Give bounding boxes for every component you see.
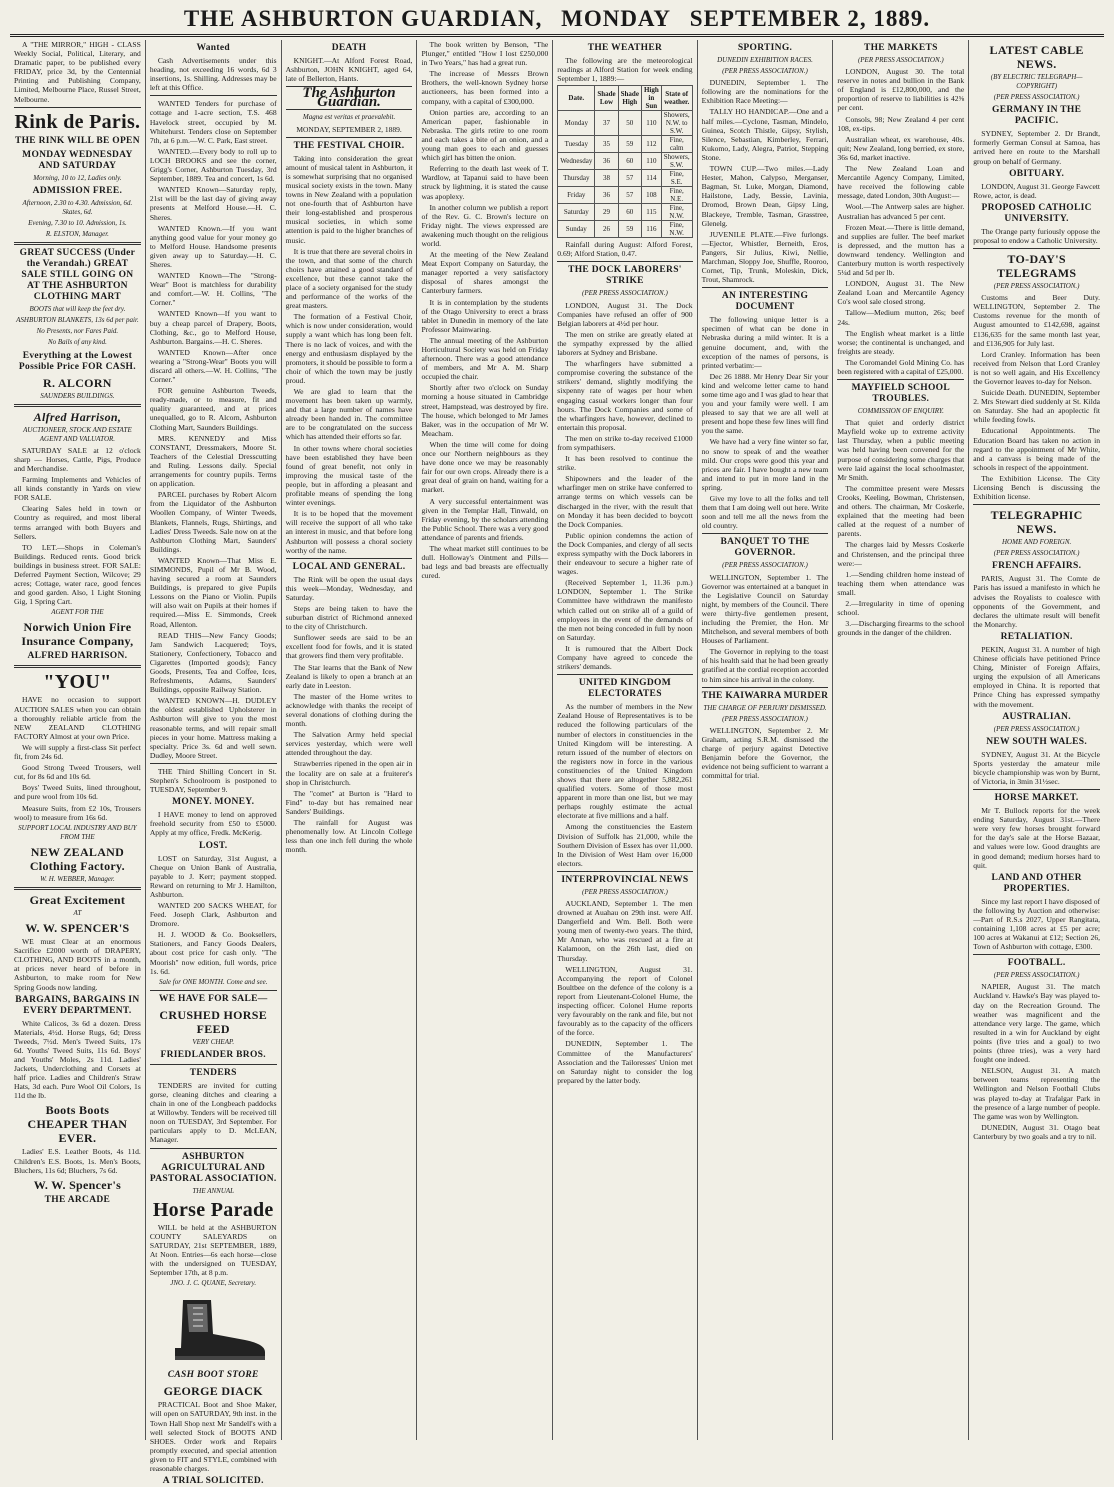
cell: 108: [641, 187, 661, 204]
wanted-heading: Wanted: [196, 43, 230, 53]
weather-intro: The following are the meteorological readings at Alford Station for week ending September 1, 1889:—: [557, 56, 693, 84]
uk-paragraph: Among the constituencies the Eastern Division of Suffolk has 21,000, while the Southern Division of Essex has over 11,000. In the Division of West Ham over 16,000 electors.: [557, 822, 693, 868]
germany-heading: GERMANY IN THE PACIFIC.: [992, 105, 1082, 127]
document-paragraph: Dec 26 1888. Mr Henry Dear Sir your kind and welcome letter came to hand some time ago and I was glad to hear that you and your family were well. I am pleased to say that we are all well at present and hope these few lines will find you the same.: [701, 371, 829, 436]
rink-morning: Morning, 10 to 12, Ladies only.: [33, 173, 122, 182]
harrison-clearing: Clearing Sales held in town or Country as required, and most liberal terms arranged with both Buyers and Sellers.: [14, 504, 141, 541]
masthead-date: SEPTEMBER 2, 1889.: [689, 6, 931, 31]
trial-solicited: A TRIAL SOLICITED.: [162, 1476, 264, 1487]
horse-parade: Horse Parade: [152, 1198, 274, 1221]
sporting-sub: DUNEDIN EXHIBITION RACES.: [717, 56, 813, 64]
cell: 116: [641, 221, 661, 238]
mayfield-paragraph: 3.—Discharging firearms to the school grounds in the danger of the children.: [837, 619, 965, 638]
markets-paragraph: LONDON, August 31. The New Zealand Loan and Mercantile Agency Co's wool sale closed strong.: [837, 279, 965, 307]
local-item: The Rink will be open the usual days this week—Monday, Wednesday, and Saturday.: [285, 574, 413, 602]
australian-agency: (PER PRESS ASSOCIATION.): [993, 724, 1080, 733]
cell: 59: [618, 221, 641, 238]
football-heading: FOOTBALL.: [1007, 958, 1066, 969]
you-trousers: Good Strong Tweed Trousers, well cut, for 8s 6d and 10s 6d.: [14, 763, 141, 782]
weather-table: [557, 85, 692, 238]
telegraphic-sub: HOME AND FOREIGN.: [1002, 538, 1072, 547]
apa-heading: ASHBURTON AGRICULTURAL AND PASTORAL ASSOCIATION.: [149, 1151, 277, 1184]
strike-paragraph: It has been resolved to continue the strike.: [557, 454, 693, 473]
annual-label: THE ANNUAL: [192, 1186, 235, 1195]
column-2: [146, 40, 282, 1487]
telegraphic-heading: TELEGRAPHIC NEWS.: [990, 508, 1083, 537]
column-3: [282, 40, 418, 1440]
strike-paragraph: It is rumoured that the Albert Dock Company have agreed to concede the strikers' demands.: [557, 643, 693, 672]
no-bails: No Bails of any kind.: [47, 338, 107, 347]
columns: [10, 40, 1104, 1487]
death-heading: DEATH: [331, 43, 367, 53]
alcorn-name: R. ALCORN: [43, 375, 112, 390]
table-row: [558, 204, 692, 221]
cell: 50: [618, 111, 641, 136]
cell: 26: [595, 221, 618, 238]
quane: JNO. J. C. QUANE, Secretary.: [170, 1279, 257, 1288]
harrison-let: TO LET.—Shops in Coleman's Buildings. Reduced rents. Good brick buildings in business street. FOR SALE: Deferred Payment Section, Wilcove; 29 acres; Cottage, water race, good fences and good garden. Also, 1 Light Stoning Gig, 1 Spring Cart.: [14, 542, 141, 607]
markets-paragraph: Wool.—The Antwerp sales are higher. Australian has advanced 5 per cent.: [837, 202, 965, 221]
strike-paragraph: LONDON, August 31. The Dock Companies have refused an offer of 900 Belgian laborers at 4½d per hour.: [557, 300, 693, 328]
classified-ad: PARCEL purchases by Robert Alcorn from the Liquidator of the Ashburton Woollen Company, of Winter Tweeds, Blankets, Flannels, Rugs, Shirtings, and Ladies' Dress Tweeds. Sale now on at the Ashburton Clothing Mart, Saunders' Buildings.: [149, 490, 277, 554]
todays-paragraph: Educational Appointments. The Education Board has taken no action in regard to the appointment of Mr White, and a canvass is being made of the schools in respect of the appointment.: [973, 426, 1101, 472]
document-heading: AN INTERESTING DOCUMENT: [721, 291, 809, 313]
cell: 114: [641, 170, 661, 187]
news-paragraph: The increase of Messrs Brown Brothers, the well-known Sydney horse auctioneers, has been formed into a company, with a capital of £300,000.: [421, 69, 549, 106]
at-label: AT: [73, 908, 82, 917]
cell: 37: [595, 111, 618, 136]
leader-title: THE FESTIVAL CHOIR.: [293, 140, 405, 151]
great-success: GREAT SUCCESS (Under the Verandah.) GREAT SALE STILL GOING ON AT THE ASHBURTON CLOTHING MART: [19, 248, 136, 303]
horse-feed-heading: WE HAVE FOR SALE—: [158, 993, 268, 1004]
obituary-heading: OBITUARY.: [1009, 168, 1065, 179]
issue-date: MONDAY, SEPTEMBER 2, 1889.: [296, 124, 402, 134]
death-notice: KNIGHT.—At Alford Forest Road, Ashburton, JOHN KNIGHT, aged 64, late of Bellerton, Hants.: [285, 56, 413, 84]
markets-paragraph: The English wheat market is a little worse; the continental is unchanged, and freights are steady.: [837, 328, 965, 356]
rink-manager: R. ELSTON, Manager.: [45, 230, 109, 239]
leader-paragraph: In other towns where choral societies have been established they have been found of great benefit, not only in improving the musical taste of the people, but in affording a pleasant and profitable means of spending the long winter evenings.: [285, 443, 413, 508]
you-measure: Measure Suits, from £2 10s, Trousers wool) to measure from 16s 6d.: [14, 803, 141, 822]
banquet-paragraph: The Governor in replying to the toast of his health said that he had been greatly gratified at the cordial reception accorded to him since his arrival in the colony.: [701, 647, 829, 684]
sporting-paragraph: TOWN CUP.—Two miles.—Lady Hester, Mahon, Calypso, Merganser, Bagman, St. Luke, Morgan, Diamond, Hailstone, Lady, Bessie, Lavinia, Dromod, Brown Dean, Gipsy Ling, Blackeye, Tremble, Tasman, Grasstree, Glenelg.: [701, 164, 829, 228]
cell: 115: [641, 204, 661, 221]
weather-col-header: Shade Low: [595, 86, 618, 111]
leader-paragraph: It is true that there are several choirs in the town, and that some of the church choirs have attained a good standard of excellence, but these cannot take the place of a society organised for the study and performance of the works of the great masters.: [285, 246, 413, 311]
classified-ad: WANTED Tenders for purchase of cottage and 1-acre section, T.S. 468 Havelock street, occupied by M. Whitehurst. Tenders close on September 7th, at 6 p.m.—W. C. Park, East street.: [149, 99, 277, 145]
cell: Tuesday: [558, 136, 595, 153]
local-item: The "comet" at Burton is "Hard to Find" to-day but has remained near Sanders' Buildings.: [285, 788, 413, 816]
boots-list: Ladies' E.S. Leather Boots, 4s 11d. Children's E.S. Boots, 1s. Men's Boots, Bluchers, 11s 6d; Bluchers, 7s 6d.: [14, 1147, 141, 1175]
document-paragraph: The following unique letter is a specimen of what can be done in Nebraska during a mild winter. It is a genuine document, and, with the exception of the names of persons, is printed verbatim:—: [701, 315, 829, 370]
wanted-rate: Cash Advertisements under this heading, not exceeding 16 words, 6d 3 insertions, 1s. Shilling. Addresses may be left at this Office.: [149, 56, 277, 93]
masthead-day: MONDAY: [561, 6, 672, 31]
cell: 57: [618, 170, 641, 187]
lost-heading: LOST.: [198, 840, 228, 851]
harrison-farming: Farming Implements and Vehicles of all kinds constantly in Yards on view FOR SALE.: [14, 475, 141, 503]
spencer-text: WE must Clear at an enormous Sacrifice £2000 worth of DRAPERY, CLOTHING, AND BOOTS in a month, at prices never heard of before in Ashburton, to make room for New Spring Goods now landing.: [14, 937, 141, 992]
editorial-masthead: The Ashburton Guardian.: [286, 86, 413, 110]
parade-text: WILL be held at the ASHBURTON COUNTY SALEYARDS on SATURDAY, 21st SEPTEMBER, 1889, At Noon. Entries—6s each horse—close with the undersigned on TUESDAY, September 17th, at 8 p.m.: [149, 1222, 277, 1278]
rink-evening: Evening, 7.30 to 10. Admission, 1s.: [28, 218, 127, 227]
rink-days: MONDAY WEDNESDAY AND SATURDAY: [22, 149, 133, 171]
document-paragraph: Give my love to all the folks and tell them that I am doing well out here. Write soon and tell me all the news from the old country.: [701, 494, 829, 531]
tenders-text: TENDERS are invited for cutting gorse, cleaning ditches and clearing a chain in one of the Longbeach paddocks at Willowby. Tenders will be received till noon on TUESDAY, 3rd September. For particulars apply to D. McLEAN, Manager.: [149, 1080, 277, 1145]
column-5: [553, 40, 697, 1440]
harrison-agent: AGENT FOR THE: [51, 608, 104, 617]
classified-ad: WANTED Known—That Miss E. SIMMONDS, Pupil of Mr B. Wood, having secured a room at Saunders Buildings, is prepared to give Pupils Lessons on the Piano or Violin. Pupils will also wait on Pupils at their homes if required.—Miss E. Simmonds, Creek Road, Allenton.: [149, 555, 277, 629]
sporting-agency: (PER PRESS ASSOCIATION.): [722, 67, 808, 76]
news-paragraph: The annual meeting of the Ashburton Horticultural Society was held on Friday afternoon. There was a good attendance of members, and Mr A. M. Sharp occupied the chair.: [421, 335, 549, 382]
no-presents: No Presents, nor Fares Paid.: [36, 327, 119, 336]
strike-heading: THE DOCK LABORERS' STRIKE: [568, 265, 682, 287]
alcorn-addr: SAUNDERS BUILDINGS.: [40, 391, 115, 400]
cell: 112: [641, 136, 661, 153]
news-paragraph: The book written by Benson, "The Plunger," entitled "How I lost £250,000 in Two Years," has had a great run.: [421, 40, 549, 68]
arcade: THE ARCADE: [44, 1194, 111, 1205]
weather-col-header: Shade High: [618, 86, 641, 111]
news-paragraph: Referring to the death last week of T. Wardlow, at Tapanui said to have been struck by lightning, it is stated the cause was apoplexy.: [421, 164, 549, 201]
football-paragraph: NELSON, August 31. A match between teams representing the Wellington and Nelson Football Clubs was played to-day at Trafalgar Park in the presence of a large number of people. The game was won by Wellington.: [973, 1066, 1101, 1121]
table-row: [558, 136, 692, 153]
germany-text: SYDNEY, September 2. Dr Brandt, formerly German Consul at Samoa, has arrived here en route to the Marshall group on behalf of Germany.: [973, 129, 1101, 166]
retaliation-heading: RETALIATION.: [1000, 631, 1073, 642]
cable-sub: (BY ELECTRIC TELEGRAPH—COPYRIGHT): [990, 73, 1083, 91]
intercol-paragraph: DUNEDIN, September 1. The Committee of the Manufacturers' Association and the Tailoresses' Union met on Saturday night to consider the log prepared by the latter body.: [557, 1039, 693, 1085]
rink-title: Rink de Paris.: [14, 110, 141, 133]
diack: GEORGE DIACK: [163, 1384, 263, 1399]
cell: 110: [641, 111, 661, 136]
intercol-heading: INTERPROVINCIAL NEWS: [561, 874, 689, 885]
uk-heading: UNITED KINGDOM ELECTORATES: [578, 678, 671, 700]
intercol-paragraph: WELLINGTON, August 31. Accompanying the report of Colonel Boultbee on the defence of the colony is a report from Lieutenant-Colonel Hume, the inspecting officer. Colonel Hume reports very favourably on the rank and file, but not favourably as to the capacity of the officers of the force.: [557, 964, 693, 1038]
football-paragraph: NAPIER, August 31. The match Auckland v. Hawke's Bay was played to-day on the Recreation Ground. The weather was magnificent and the attendance very large. The game, which resulted in a win for Auckland by eight points (five tries and a goal) to two points (three tries), was a very hard fought one indeed.: [973, 982, 1101, 1065]
mayfield-heading: MAYFIELD SCHOOL TROUBLES.: [851, 383, 951, 405]
money-text: I HAVE money to lend on approved freehold security from £50 to £5000. Apply at my office, Fredk. McKerig.: [149, 810, 277, 838]
cable-agency: (PER PRESS ASSOCIATION.): [993, 93, 1080, 102]
classified-ad: MRS. KENNEDY and Miss CONSTANT, Dressmakers, Moore St. Teachers of the Celestial Dresscutting and Ruling. Lessons daily. Special arrangements for country pupils. Terms on application.: [149, 433, 277, 489]
leader-paragraph: We are glad to learn that the movement has been taken up warmly, and that a large number of names have already been handed in. The committee are to be congratulated on the success which has attended their efforts so far.: [285, 387, 413, 442]
harrison-signature: ALFRED HARRISON.: [27, 651, 128, 662]
cell: 35: [595, 136, 618, 153]
cell: Fine, N.E.: [661, 187, 692, 204]
mayfield-paragraph: The charges laid by Messrs Coskerle and Christensen, and the principal three were:—: [837, 540, 965, 568]
mayfield-paragraph: 1.—Sending children home instead of teaching them when attendance was small.: [837, 569, 965, 597]
obituary-text: LONDON, August 31. George Fawcett Rowe, actor, is dead.: [973, 181, 1101, 200]
nsw-text: SYDNEY, August 31. At the Bicycle Sports yesterday the amateur mile bicycle championship was won by Burnt, of Victoria, in 3min 31½sec.: [973, 749, 1101, 786]
mayfield-paragraph: That quiet and orderly district Mayfield woke up to extreme activity last Thursday, when a public meeting was held having been convened for the purpose of considering some charges that were laid against the local schoolmaster, Mr Smith.: [837, 418, 965, 482]
leader-paragraph: It is to be hoped that the movement will receive the support of all who take an interest in music, and that before long Ashburton will possess a choral society worthy of the name.: [285, 509, 413, 555]
cell: Thursday: [558, 170, 595, 187]
todays-paragraph: Customs and Beer Duty. WELLINGTON, September 2. The Customs revenue for the month of August amounted to £142,698, against £136,635 for the same month last year, and £136,905 for July last.: [973, 293, 1101, 348]
classified-ad: WANTED Known—If you want to buy a cheap parcel of Drapery, Boots, Clothing, &c., go to Melford House, Ashburton. Bargains.—H. C. Sheres.: [149, 309, 277, 346]
column-8: [969, 40, 1104, 1440]
column-6: [698, 40, 834, 1440]
catholic-heading: PROPOSED CATHOLIC UNIVERSITY.: [981, 202, 1092, 224]
local-item: The Star learns that the Bank of New Zealand is likely to open a branch at an early date in Leeston.: [285, 662, 413, 690]
news-paragraph: A very successful entertainment was given in the Templar Hall, Tinwald, on Friday evening, by the scholars attending the Public School. There was a very good attendance of parents and friends.: [421, 496, 549, 542]
local-item: Strawberries ripened in the open air in the locality are on sale at a fruiterer's shop in Christchurch.: [285, 759, 413, 787]
land-text: Since my last report I have disposed of the following by Auction and otherwise:—Part of R.S.s 2027, Upper Rangitata, containing 1,108 acres at £5 per acre; 100 acres at Wakanui at £12; Section 26, Town of Ashburton with cottage, £300.: [973, 896, 1101, 952]
strike-agency: (PER PRESS ASSOCIATION.): [582, 289, 668, 298]
markets-agency: (PER PRESS ASSOCIATION.): [857, 56, 944, 64]
local-item: Sunflower seeds are said to be an excellent food for fowls, and it is stated that growers find them very profitable.: [285, 633, 413, 661]
table-row: [558, 170, 692, 187]
catholic-text: The Orange party furiously oppose the proposal to endow a Catholic University.: [973, 226, 1101, 245]
harrison-insurance: Norwich Union Fire Insurance Company,: [21, 620, 134, 649]
spencer-footer: W. W. Spencer's: [33, 1177, 122, 1192]
rainfall: Rainfall during August: Alford Forest, 0.69; Alford Station, 0.47.: [557, 240, 693, 259]
you-suits: We will supply a first-class Sit perfect fit, from 24s 6d.: [14, 742, 141, 762]
sporting-paragraph: JUVENILE PLATE.—Five furlongs.—Ejector, Whistler, Berneith, Eros, Pangers, Sir Julius, Kiwi, Nellie, Marchman, Sloppy Joe, Shuffle, Rooroo, Cornet, Tip, Trunk, Moleskin, Dick, Trout, Shamrock.: [701, 229, 829, 285]
spencer-name: W. W. SPENCER'S: [25, 921, 130, 936]
harrison-title: AUCTIONEER, STOCK AND ESTATE AGENT AND VALUATOR.: [23, 425, 132, 443]
football-agency: (PER PRESS ASSOCIATION.): [993, 971, 1080, 980]
table-row: [558, 221, 692, 238]
table-row: [558, 153, 692, 170]
rink-afternoon: Afternoon, 2.30 to 4.30. Admission, 6d. Skates, 6d.: [22, 198, 133, 216]
you-title: "YOU": [43, 671, 112, 694]
kaiwarra-sub: THE CHARGE OF PERJURY DISMISSED.: [703, 703, 827, 712]
motto: Magna est veritas et praevalebit.: [302, 113, 396, 122]
cell: Showers, S.W.: [661, 153, 692, 170]
todays-paragraph: The Exhibition License. The City Licensing Bench is discussing the Exhibition license.: [973, 473, 1101, 502]
leader-paragraph: Taking into consideration the great amount of musical talent in Ashburton, it is somewhat surprising that no organised musical society exists in the town. Many towns in New Zealand with a population not one-fourth that of Ashburton have their long-established and prosperous musical societies, in which some attention is paid to the higher branches of music.: [285, 153, 413, 245]
masthead-title: THE ASHBURTON GUARDIAN,: [183, 6, 543, 31]
support-local: SUPPORT LOCAL INDUSTRY AND BUY FROM THE: [18, 823, 137, 841]
kaiwarra-paragraph: WELLINGTON, September 2. Mr Graham, acting S.R.M. dismissed the charge of perjury against Detective Benjamin before the Governor, the evidence not being sufficient to warrant a committal for trial.: [701, 725, 829, 781]
diack-text: PRACTICAL Boot and Shoe Maker, will open on SATURDAY, 9th inst. in the Town Hall Shop next Mr Sandell's with a well selected Stock of BOOTS AND SHOES. Order work and Repairs promptly executed, and special attention given to FIT and STYLE, combined with reasonable charges.: [149, 1400, 277, 1473]
markets-heading: THE MARKETS: [863, 43, 938, 53]
nsw-heading: NEW SOUTH WALES.: [986, 736, 1088, 747]
great-excitement: Great Excitement: [29, 892, 126, 907]
todays-paragraph: Suicide Death. DUNEDIN, September 2. Mrs Stewart died suddenly at St. Kilda on Saturday. She had an apoplectic fit while feeding fowls.: [973, 388, 1101, 425]
todays-agency: (PER PRESS ASSOCIATION.): [993, 282, 1080, 291]
table-row: [558, 187, 692, 204]
cell: Fine, calm: [661, 136, 692, 153]
markets-paragraph: Consols, 98; New Zealand 4 per cent 108, ex-tips.: [837, 114, 965, 133]
intercol-paragraph: AUCKLAND, September 1. The men drowned at Auahau on 29th inst. were Alf. Dangerfield and Wm. Bell. Both were young men of twenty-two years. The third, Mr Annan, who was rescued at a fire at Kalamoon, on the 26th last, died on Thursday.: [557, 899, 693, 963]
cell: Showers, N.W. to S.W.: [661, 111, 692, 136]
cell: Wednesday: [558, 153, 595, 170]
sporting-heading: SPORTING.: [737, 43, 793, 53]
horse-market-text: Mr T. Bullock reports for the week ending Saturday, August 31st.—There were very few horses brought forward for the day's sale at the Horse Bazaar, and values were low. Good draughts are in good demand; medium horses hard to quit.: [973, 806, 1101, 870]
uk-paragraph: As the number of members in the New Zealand House of Representatives is to be reduced the following particulars of the number of electors in constituencies in the United Kingdom will be interesting. A return issued of the number of electors on the registers now in force in the various constituencies of the United Kingdom shows that there are altogether 5,882,261 qualified voters. Some of those most apparent in more than one list, but we may perhaps roughly estimate the actual electorate at five millions and a half.: [557, 702, 693, 821]
column-1: [10, 40, 146, 1440]
strike-paragraph: The wharfingers have submitted a compromise covering the substance of the strikers' demand, slightly modifying the sixpenny rate of wages per hour when engaging casual workers longer than four hours. The Dock Companies and some of the wharfingers have, however, declined to entertain this proposal.: [557, 359, 693, 432]
news-paragraph: Onion parties are, according to an American paper, fashionable in Nebraska. The girls retire to one room and each takes a bite of an onion, and a young man goes to each and guesses which girl has bitten the onion.: [421, 107, 549, 163]
strike-paragraph: The men on strike are greatly elated at the sympathy expressed by the allied laborers at Sydney and Brisbane.: [557, 329, 693, 358]
classified-ad: WANTED Known—After once wearing a "Strong-Wear" Boots you will discard all others.—W. H. Collins, "The Corner.": [149, 347, 277, 385]
sporting-paragraph: TALLY HO HANDICAP.—One and a half miles.—Cyclone, Tasman, Mindelo, Guinea, Scotch Thistle, Gipsy, Stylish, Silence, Sebastian, Kimberley, Ferrari, Kukomo, Lady, Alegra, Patriot, Stepping Stone.: [701, 107, 829, 162]
column-4: [417, 40, 553, 1440]
classified-ad: FOR genuine Ashburton Tweeds, ready-made, or to measure, fit and quality guaranteed, and at prices unequalled, go to R. Alcorn, Ashburton Clothing Mart, Saunders Buildings.: [149, 386, 277, 432]
local-item: The rainfall for August was phenomenally low. At Lincoln College less than one inch fell during the whole month.: [285, 818, 413, 855]
markets-paragraph: The Coromandel Gold Mining Co. has been registered with a capital of £25,000.: [837, 357, 965, 376]
horse-feed-sub: VERY CHEAP.: [192, 1037, 235, 1046]
lost-text: LOST on Saturday, 31st August, a Cheque on Union Bank of Australia, payable to J. Kerr; payment stopped. Reward on returning to Mr J. Hamilton, Ashburton.: [149, 853, 277, 899]
banquet-paragraph: WELLINGTON, September 1. The Governor was entertained at a banquet in the Legislative Council on Saturday night, by members of the Council. There were thirty-five gentlemen present, including the Premier, the Hon. Mr Mitchelson, and several members of both Houses of Parliament.: [701, 572, 829, 646]
australian-heading: AUSTRALIAN.: [1002, 711, 1071, 722]
you-text: HAVE no occasion to support AUCTION SALES when you can obtain a thoroughly reliable article from the NEW ZEALAND CLOTHING FACTORY Almost at your own Price.: [14, 695, 141, 741]
news-paragraph: When the time will come for doing once our Northern neighbours as they have done once we may be reasonably fair for our own crops. Already there is a great deal of grain on hand, waiting for a market.: [421, 439, 549, 495]
markets-paragraph: Frozen Meat.—There is little demand, and supplies are fuller. The beef market is depressed, and the mutton has a downward tendency. Wellington and Canterbury mutton is worth respectively 5¼d and 5d per lb.: [837, 222, 965, 278]
cell: Fine, N.W.: [661, 221, 692, 238]
telegraphic-agency: (PER PRESS ASSOCIATION.): [993, 549, 1080, 558]
banquet-heading: BANQUET TO THE GOVERNOR.: [720, 537, 810, 559]
kaiwarra-heading: THE KAIWARRA MURDER: [701, 690, 829, 701]
masthead: [10, 6, 1104, 37]
webber: W. H. WEBBER, Manager.: [40, 874, 115, 883]
sporting-paragraph: DUNEDIN, September 1. The following are the nominations for the Exhibition Race Meeting:—: [701, 78, 829, 106]
intercol-agency: (PER PRESS ASSOCIATION.): [582, 887, 668, 896]
weather-heading: THE WEATHER: [587, 43, 663, 53]
football-paragraph: DUNEDIN, August 31. Otago beat Canterbury by two goals and a try to nil.: [973, 1122, 1101, 1141]
horse-market-heading: HORSE MARKET.: [994, 793, 1079, 804]
horse-feed: CRUSHED HORSE FEED: [159, 1007, 268, 1036]
table-row: [558, 111, 692, 136]
cell: 59: [618, 136, 641, 153]
you-boys: Boys' Tweed Suits, lined throughout, and pure wool from 10s 6d.: [14, 783, 141, 802]
mayfield-sub: COMMISSION OF ENQUIRY.: [857, 407, 944, 416]
strike-paragraph: Shipowners and the leader of the wharfinger men on strike have conferred to arrange terms on which vessels can be discharged in the river, with the result that on Monday it has been decided to boycott the Dock Companies.: [557, 474, 693, 529]
kaiwarra-agency: (PER PRESS ASSOCIATION.): [722, 714, 808, 723]
cell: Monday: [558, 111, 595, 136]
blankets: ASHBURTON BLANKETS, 13s 6d per pair.: [16, 316, 139, 325]
retaliation-text: PEKIN, August 31. A number of high Chinese officials have petitioned Prince Ching, Minister of Foreign Affairs, urging the expulsion of all Americans employed in China. It is reported that Prince Ching has expressed sympathy with the movement.: [973, 644, 1101, 709]
cell: 60: [618, 204, 641, 221]
concert-notice: THE Third Shilling Concert in St. Stephen's Schoolroom is postponed to TUESDAY, September 9.: [149, 766, 277, 795]
cable-heading: LATEST CABLE NEWS.: [989, 43, 1084, 71]
local-item: The Salvation Army held special services yesterday, which were well attended throughout the day.: [285, 730, 413, 758]
local-item: The master of the Home writes to acknowledge with thanks the receipt of several donations of clothing during the month.: [285, 691, 413, 729]
french-text: PARIS, August 31. The Comte de Paris has issued a manifesto in which he advises the Royalists to coalesce with opponents of the Government, and declares the ultimate result will benefit the Monarchy.: [973, 574, 1101, 629]
french-heading: FRENCH AFFAIRS.: [991, 561, 1082, 572]
news-paragraph: It is in contemplation by the students of the Otago University to erect a brass tablet in Dunedin in memory of the late Professor Mainwaring.: [421, 297, 549, 334]
news-paragraph: At the meeting of the New Zealand Meat Export Company on Saturday, the manager reported a very satisfactory disposal of shares amongst the Canterbury farmers.: [421, 250, 549, 296]
local-heading: LOCAL AND GENERAL.: [292, 561, 406, 572]
cash-boot-store: CASH BOOT STORE: [167, 1370, 259, 1381]
cell: 36: [595, 153, 618, 170]
sale-month: Sale for ONE MONTH. Come and see.: [158, 977, 268, 986]
strike-paragraph: (Received September 1, 11.36 p.m.) LONDON, September 1. The Strike Committee have withdrawn the manifesto which called out on strike all of a guild of employees in the event of the demands of the men not being conceded in full by noon on Saturday.: [557, 578, 693, 642]
classified-ad: WANTED Known—The "Strong-Wear" Boot is matchless for durability and comfort.—W. H. Collins, "The Corner.": [149, 271, 277, 308]
weather-col-header: High in Sun: [641, 86, 661, 111]
cell: Friday: [558, 187, 595, 204]
nz-clothing-factory: NEW ZEALAND Clothing Factory.: [29, 844, 125, 873]
friedlander: FRIEDLANDER BROS.: [160, 1049, 266, 1060]
todays-paragraph: Lord Cranley. Information has been received from Nelson that Lord Cranley is not so well again, and His Excellency the Governor leaves to-day for Nelson.: [973, 349, 1101, 386]
banquet-agency: (PER PRESS ASSOCIATION.): [722, 561, 808, 570]
money-heading: MONEY. MONEY.: [172, 797, 255, 808]
bargains: BARGAINS, BARGAINS IN EVERY DEPARTMENT.: [15, 994, 140, 1016]
classified-ad: WANTED.—Every body to roll up to LOCH BROOKS and see the corner, Grigg's Corner, Ashburton Tuesday, 3rd September, 1889. Tea and concert, 1s 6d.: [149, 146, 277, 184]
news-paragraph: Shortly after two o'clock on Sunday morning a house situated in Cambridge street, Hampstead, was destroyed by fire. The house, which belonged to Mr James Baker, was in the occupation of Mr W. Meacham.: [421, 383, 549, 438]
todays-heading: TO-DAY'S TELEGRAMS: [996, 252, 1077, 281]
everything: Everything at the Lowest Possible Price FOR CASH.: [18, 350, 136, 372]
cell: 38: [595, 170, 618, 187]
markets-paragraph: Tallow—Medium mutton, 26s; beef 24s.: [837, 308, 965, 327]
harrison-name: Alfred Harrison,: [33, 409, 122, 424]
boots-note: BOOTS that will keep the feet dry.: [29, 305, 126, 314]
weather-col-header: Date.: [558, 86, 595, 111]
news-paragraph: The wheat market still continues to be dull. Holloway's Ointment and Pills—bad legs and bad breasts are effectually cured.: [421, 543, 549, 581]
cell: Fine, S.E.: [661, 170, 692, 187]
weather-col-header: State of weather.: [661, 86, 692, 111]
land-heading: LAND AND OTHER PROPERTIES.: [991, 872, 1082, 894]
mayfield-paragraph: The committee present were Messrs Crooks, Keeling, Bowman, Christensen, and others. The chairman, Mr Coskerle, explained that the meeting had been called at the request of a number of parents.: [837, 483, 965, 539]
document-paragraph: We have had a very fine winter so far, no snow to speak of and the weather mild. Our crops were good this year and prices are fair. I have bought a new team and intend to put in more land in the spring.: [701, 437, 829, 492]
harrison-sale: SATURDAY SALE at 12 o'clock sharp — Horses, Cattle, Pigs, Produce and Merchandise.: [14, 445, 141, 473]
tenders-heading: TENDERS: [189, 1067, 237, 1078]
cell: 110: [641, 153, 661, 170]
classified-ad: READ THIS—New Fancy Goods; Jam Sandwich Lacquered; Toys, Stationery, Confectionery, Tobacco and Cigarettes (Imported goods); Fancy Goods, Presents, Tea and Coffee, Ices, Refreshments, Adams, Saunders' Buildings, opposite Railway Station.: [149, 630, 277, 695]
cell: 60: [618, 153, 641, 170]
column-7: [833, 40, 969, 1440]
boots-cheaper: Boots Boots CHEAPER THAN EVER.: [27, 1103, 128, 1146]
classified-ad: WANTED KNOWN—H. DUDLEY the oldest established Upholsterer in Ashburton will give to you the most reasonable terms, and will repair small pieces in your home. Mattress making a specialty. Price 3s. 6d and well sewn. Dudley, Moore Street.: [149, 696, 277, 760]
cell: 36: [595, 187, 618, 204]
mirror-ad: A "THE MIRROR," HIGH - CLASS Weekly Social, Political, Literary, and Dramatic paper, to be published every FRIDAY, price 3d, by the Centennial Printing and Publishing Company, Limited, Melbourne Place, Russel Street, Melbourne.: [14, 40, 141, 104]
classified-ad: WANTED Known.—If you want anything good value for your money go to Melford House. Handsome presents given away up to Saturday.—H. C. Sheres.: [149, 223, 277, 269]
bargain-list: White Calicos, 3s 6d a dozen. Dress Materials, 4½d. Horse Rugs, 6d; Dress Tweeds, 7½d. Men's Tweed Suits, 17s 6d. Youths' Tweed Suits, 11s 6d. Boys' and Youths' Moles, 2s 11d. Ladies' Jackets, Underclothing and Corsets at half price. Ladies and Children's Straw Hats, 3d each. Pure Wool Oil Colors, 1s 11d the lb.: [14, 1018, 141, 1101]
wanted-sacks: WANTED 200 SACKS WHEAT, for Feed. Joseph Clark, Ashburton and Dromore.: [149, 900, 277, 929]
news-paragraph: In another column we publish a report of the Rev. G. C. Brown's lecture on Friday night. The views expressed are awakening much thought on the religious world.: [421, 202, 549, 248]
leader-paragraph: The formation of a Festival Choir, which is now under consideration, would supply a want which has long been felt. There is no lack of voices, and with the energy and enthusiasm displayed by the promoters, it should be possible to form a choir of which the town may be justly proud.: [285, 312, 413, 385]
strike-paragraph: Public opinion condemns the action of the Dock Companies, and clergy of all sects express sympathy with the Dock laborers in their endeavour to secure a higher rate of wages.: [557, 530, 693, 577]
mayfield-paragraph: 2.—Irregularity in time of opening school.: [837, 598, 965, 618]
markets-paragraph: LONDON, August 30. The total reserve in notes and bullion in the Bank of England is £12,800,000, and the proportion of reserve to liabilities is 42⅝ per cent.: [837, 67, 965, 113]
markets-paragraph: The New Zealand Loan and Mercantile Agency Company, Limited, have received the following cable message, dated London, 30th August:—: [837, 164, 965, 201]
boot-illustration: [153, 1294, 273, 1364]
local-item: Steps are being taken to have the suburban district of Richmond annexed to the city of Christchurch.: [285, 603, 413, 632]
cell: Fine, N.W.: [661, 204, 692, 221]
strike-paragraph: The men on strike to-day received £1000 from sympathisers.: [557, 433, 693, 452]
cell: Saturday: [558, 204, 595, 221]
cell: 57: [618, 187, 641, 204]
rink-admission: ADMISSION FREE.: [32, 185, 123, 196]
markets-paragraph: Australian wheat, ex warehouse, 40s. quit; New Zealand, long berried, ex store, 36s 6d, market inactive.: [837, 134, 965, 162]
goughs-ad: H. J. WOOD & Co. Booksellers, Stationers, and Fancy Goods Dealers, about cost price for cash only. "The Moorish" now edition, full words, price 1s. 6d.: [149, 930, 277, 976]
cell: Sunday: [558, 221, 595, 238]
cell: 29: [595, 204, 618, 221]
classified-ad: WANTED Known—Saturday reply, 21st will be the last day of giving away presents at Melford House.—H. C. Sheres.: [149, 185, 277, 222]
rink-open: THE RINK WILL BE OPEN: [14, 135, 140, 146]
